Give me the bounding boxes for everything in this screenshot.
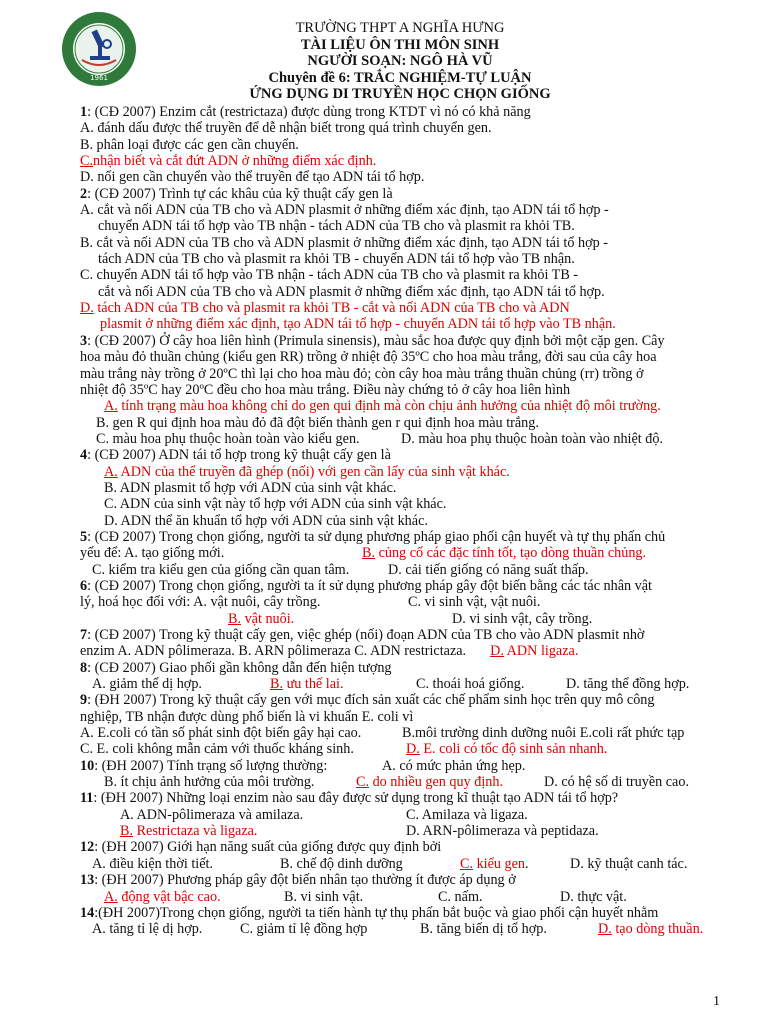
option-d: D. ADN thể ăn khuẩn tổ hợp với ADN của sinh vật khác. [104,512,428,529]
question-stem: : (ĐH 2007) Giới hạn năng suất của giống được quy định bởi [94,839,442,856]
option-b-cont: tách ADN của TB cho và plasmit ra khỏi TB - chuyển ADN tái tổ hợp vào TB nhận. [98,251,575,268]
option-c: C. màu hoa phụ thuộc hoàn toàn vào kiểu gen. [96,430,360,447]
question-number: 4 [80,447,88,464]
answer-letter: C. [80,153,94,170]
question-number: 11 [80,790,94,807]
option-a: A. tăng tỉ lệ dị hợp. [92,921,203,938]
subtopic-line: ỨNG DỤNG DI TRUYỀN HỌC CHỌN GIỐNG [249,86,551,102]
answer-letter: A. [104,463,118,480]
option-a: lý, hoá học đối với: A. vật nuôi, cây trồng. [80,594,321,611]
option-a-answer [80,398,730,414]
page-number: 1 [713,994,720,1009]
option-d: D. ARN-pôlimeraza và peptidaza. [406,823,599,840]
option-b: B. chế độ dinh dưỡng [280,855,403,872]
question-number: 10 [80,757,95,774]
options-a-b [80,545,730,561]
option-d-answer [80,300,730,316]
option-d-answer [598,921,703,937]
question-number: 3 [80,332,88,349]
option-b: B.môi trường dinh dưỡng nuôi E.coli rất phức tạp [402,725,685,742]
options-row [80,676,730,692]
option-a: A. E.coli có tần số phát sinh đột biến gây hại cao. [80,725,362,742]
question-stem-cont: nhiệt độ 35ºC hay 20ºC đều cho hoa màu trắng. Điều này chứng tỏ ở cây hoa liên hình [80,381,571,398]
options-c-d [80,741,730,757]
question-stem: : (CĐ 2007) Ở cây hoa liên hình (Primula sinensis), màu sắc hoa được quy định bởi một cặp gen. Cây [87,332,665,349]
school-logo [60,10,138,88]
question-number: 6 [80,577,88,594]
option-c: C. E. coli không mẫn cảm với thuốc kháng sinh. [80,741,354,758]
answer-text: kiểu gen [473,855,526,872]
question-number: 7 [80,627,88,643]
answer-letter: D. [490,643,504,660]
options-b-c-d [80,774,730,790]
question-stem-cont: nghiệp, TB nhận được dùng phổ biến là vi khuẩn E. coli vì [80,708,414,725]
option-b-answer [120,823,406,839]
question-stem: : (CĐ 2007) ADN tái tổ hợp trong kỹ thuật cấy gen là [87,447,391,464]
question-9 [80,692,730,708]
answer-letter: B. [270,676,284,693]
answer-text: nhận biết và cắt đứt ADN ở những điểm xác định. [93,153,377,170]
option-d: D. vi sinh vật, cây trồng. [452,610,593,627]
school-logo-icon [60,10,138,88]
option-b: B. tăng biến dị tổ hợp. [420,921,547,938]
answer-text: ưu thế lai. [283,676,344,693]
question-13 [80,872,730,888]
logo-year: 1961 [90,74,108,82]
option-a: A. có mức phản ứng hẹp. [382,757,526,774]
option-a-answer [80,464,730,480]
question-stem-wrap [80,758,382,774]
question-number: 1 [80,104,88,120]
options-a-c [80,594,730,610]
answer-text: do nhiều gen quy định. [369,774,503,791]
question-stem: : (ĐH 2007) Phương pháp gây đột biến nhân tạo thường ít được áp dụng ở [94,872,516,889]
document-title: TÀI LIỆU ÔN THI MÔN SINH [300,36,500,53]
topic-line: Chuyên đề 6: TRẮC NGHIỆM-TỰ LUẬN [268,69,532,86]
option-d: D. tăng thể đồng hợp. [566,676,690,693]
option-a: A. điều kiện thời tiết. [92,855,213,872]
option-c: C. thoái hoá giống. [416,676,525,693]
option-c: C. giảm tỉ lệ đồng hợp [240,921,368,938]
option-d: D. kỹ thuật canh tác. [570,855,688,872]
school-name: TRƯỜNG THPT A NGHĨA HƯNG [295,20,505,36]
options-a-d [80,643,730,659]
answer-text: tách ADN của TB cho và plasmit ra khỏi TB - cắt và nối ADN của TB cho và ADN [93,300,570,317]
option-b: B. ít chịu ảnh hưởng của môi trường. [104,774,315,791]
question-stem: : (CĐ 2007) Trình tự các khâu của kỹ thuật cấy gen là [87,185,393,202]
question-stem: : (ĐH 2007) Tính trạng số lượng thường: [94,757,328,774]
options-a-c [80,807,730,823]
question-2 [80,186,730,202]
question-4 [80,447,730,463]
question-stem: : (CĐ 2007) Trong chọn giống, người ta sử dụng phương pháp giao phối cận huyết và tự thụ phấn chủ [87,528,666,545]
question-6 [80,578,730,594]
answer-letter: B. [362,545,376,562]
option-b-answer [362,545,646,561]
question-11 [80,790,730,806]
question-stem: : (CĐ 2007) Giao phối gần không dẫn đến hiện tượng [87,659,392,676]
question-stem: : (ĐH 2007) Trong kỹ thuật cấy gen với mục đích sản xuất các chế phẩm sinh học trên quy mô công [87,692,655,709]
option-d: D. thực vật. [560,888,627,905]
answer-letter: A. [104,398,118,415]
question-5 [80,529,730,545]
options-row [80,856,730,872]
option-d: D. màu hoa phụ thuộc hoàn toàn vào nhiệt độ. [401,430,664,447]
options-row [80,921,730,937]
answer-text: tính trạng màu hoa không chỉ do gen qui định mà còn chịu ảnh hưởng của nhiệt độ môi trường. [117,398,661,415]
option-c: C. ADN của sinh vật này tổ hợp với ADN của sinh vật khác. [104,496,447,513]
option-a: A. giảm thể dị hợp. [92,676,202,693]
option-a: A. cắt và nối ADN của TB cho và ADN plasmit ở những điểm xác định, tạo ADN tái tổ hợp - [80,202,609,219]
option-d: D. có hệ số di truyền cao. [544,774,689,791]
options-b-d [80,823,730,839]
option-d-answer-cont: plasmit ở những điểm xác định, tạo ADN tái tổ hợp - chuyển ADN tái tổ hợp vào TB nhận. [100,316,616,333]
option-d-answer [406,741,607,757]
option-c: C. Amilaza và ligaza. [406,806,528,823]
question-12 [80,839,730,855]
question-number: 12 [80,839,95,856]
answer-letter: C. [356,774,370,791]
option-c: C. nấm. [438,888,483,905]
option-a-answer [104,889,284,905]
question-stem-cont: hoa màu đỏ thuần chủng (kiểu gen RR) trồng ở nhiệt độ 35ºC cho hoa màu trắng, đời sau của cây hoa [80,349,657,366]
option-c-answer [460,856,570,872]
question-8 [80,660,730,676]
answer-letter: C. [460,855,474,872]
answer-text: E. coli có tốc độ sinh sản nhanh. [419,741,608,758]
question-stem: : (CĐ 2007) Trong kỹ thuật cấy gen, việc ghép (nối) đoạn ADN của TB cho vào ADN plasmit nhờ [87,627,645,643]
answer-letter: D. [598,921,612,938]
option-c: C. vi sinh vật, vật nuôi. [408,594,541,611]
question-number: 2 [80,185,88,202]
option-c-answer [356,774,544,790]
option-d: D. nối gen cần chuyển vào thể truyền để tạo ADN tái tổ hợp. [80,169,425,186]
answer-text: ADN ligaza. [503,643,579,660]
options-row [80,889,730,905]
question-14 [80,905,730,921]
answer-letter: B. [120,823,134,840]
option-b-answer [270,676,416,692]
answer-text: vật nuôi. [241,610,295,627]
option-b: B. phân loại được các gen cần chuyển. [80,136,299,153]
answer-text: củng cố các đặc tính tốt, tạo dòng thuần chủng. [375,545,647,562]
question-stem-cont: màu trắng này trồng ở 20ºC thì lại cho hoa màu đỏ; còn cây hoa màu trắng thuần chủng (rr) trồng ở [80,365,644,382]
options-c-d [80,431,730,447]
document-header [140,20,660,103]
option-a-cont: chuyển ADN tái tổ hợp vào TB nhận - tách ADN của TB cho và plasmit ra khỏi TB. [98,218,575,235]
question-number: 9 [80,692,88,709]
question-number: 5 [80,528,88,545]
options-a-b-c: enzim A. ADN pôlimeraza. B. ARN pôlimeraza C. ADN restrictaza. [80,643,467,660]
options-c-d [80,562,730,578]
question-10 [80,758,730,774]
question-number: 14 [80,904,95,921]
option-d-answer [480,643,578,659]
answer-text: ADN của thể truyền đã ghép (nối) với gen cần lấy của sinh vật khác. [117,463,510,480]
option-a: yếu để: A. tạo giống mới. [80,545,225,562]
option-c-answer [80,153,730,169]
question-3 [80,333,730,349]
questions [80,104,730,938]
answer-letter: B. [228,610,242,627]
option-a: A. đánh dấu được thể truyền để dễ nhận biết trong quá trình chuyển gen. [80,120,492,137]
option-a: A. ADN-pôlimeraza và amilaza. [120,806,304,823]
answer-letter: A. [104,888,118,905]
question-number: 8 [80,659,88,676]
option-c-cont: cắt và nối ADN của TB cho và ADN plasmit ở những điểm xác định, tạo ADN tái tổ hợp. [98,283,605,300]
options-a-b [80,725,730,741]
option-b: B. vi sinh vật. [284,888,364,905]
question-stem: : (ĐH 2007) Những loại enzim nào sau đây được sử dụng trong kĩ thuật tạo ADN tái tổ hợp? [93,790,619,807]
option-b: B. cắt và nối ADN của TB cho và ADN plasmit ở những điểm xác định, tạo ADN tái tổ hợp - [80,234,608,251]
answer-period: . [525,855,529,872]
question-number: 13 [80,872,95,889]
option-b: B. gen R qui định hoa màu đỏ đã đột biến thành gen r qui định hoa màu trắng. [96,414,539,431]
options-b-d [80,611,730,627]
answer-text: Restrictaza và ligaza. [133,823,258,840]
answer-text: tạo dòng thuần. [611,921,704,938]
answer-letter: D. [80,300,94,317]
question-1 [80,104,730,120]
answer-text: động vật bậc cao. [117,888,221,905]
question-stem: : (CĐ 2007) Enzim cắt (restrictaza) được dùng trong KTDT vì nó có khả năng [87,104,531,120]
author-line: NGƯỜI SOẠN: NGÔ HÀ VŨ [307,53,493,69]
question-stem: : (CĐ 2007) Trong chọn giống, người ta ít sử dụng phương pháp gây đột biến bằng các tác nhân vật [87,577,652,594]
question-7 [80,627,730,643]
answer-letter: D. [406,741,420,758]
question-stem: :(ĐH 2007)Trong chọn giống, người ta tiến hành tự thụ phấn bắt buộc và giao phối cận huyết nhằm [94,904,659,921]
option-c: C. kiểm tra kiểu gen của giống cần quan tâm. [92,561,350,578]
option-d: D. cải tiến giống có năng suất thấp. [388,561,589,578]
option-b-answer [228,611,452,627]
option-c: C. chuyển ADN tái tổ hợp vào TB nhận - tách ADN của TB cho và plasmit ra khỏi TB - [80,267,579,284]
option-b: B. ADN plasmit tổ hợp với ADN của sinh vật khác. [104,479,397,496]
